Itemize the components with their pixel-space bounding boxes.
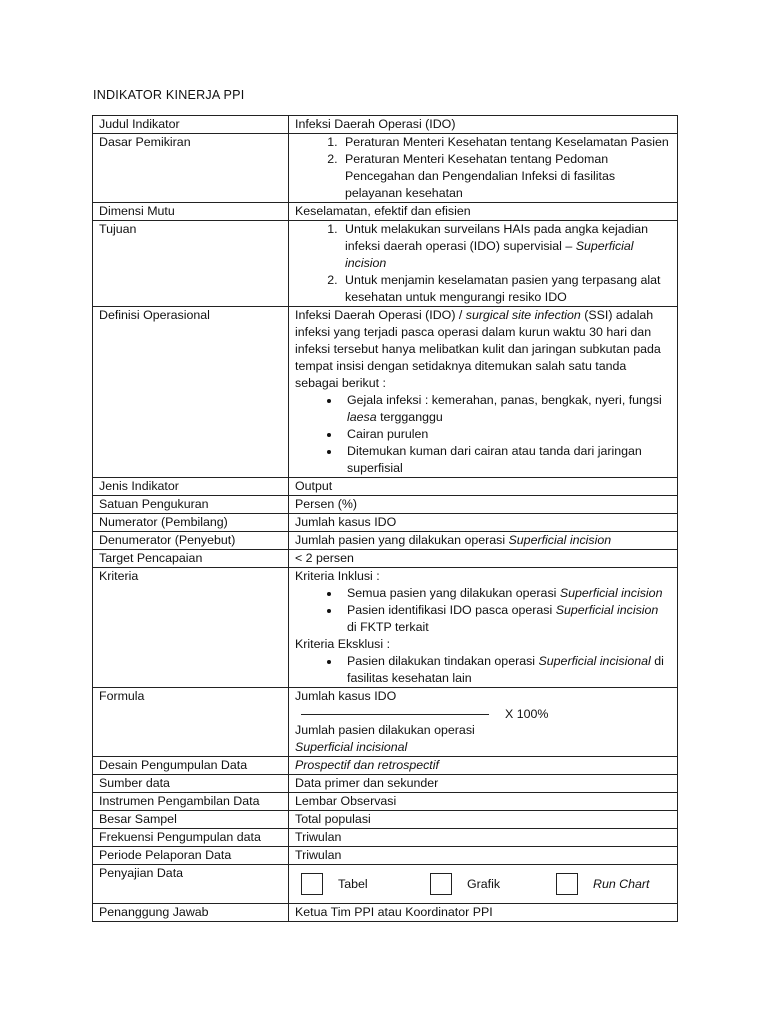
row-label: Desain Pengumpulan Data (93, 757, 289, 775)
list-item: • Cairan purulen (341, 426, 671, 443)
formula-numerator: Jumlah kasus IDO (295, 689, 397, 703)
indicator-table (92, 115, 678, 922)
row-label: Jenis Indikator (93, 478, 289, 496)
row-label: Tujuan (93, 221, 289, 307)
list-item: 2. Untuk menjamin keselamatan pasien yang terpasang alat kesehatan untuk mengurangi resiko IDO (341, 272, 671, 306)
run-chart-label: Run Chart (593, 876, 650, 891)
row-value: Infeksi Daerah Operasi (IDO) (289, 116, 678, 134)
table-row (93, 904, 678, 922)
italic-term: Superficial incisional (538, 654, 651, 668)
formula-multiplier: X 100% (505, 706, 549, 721)
row-label: Instrumen Pengambilan Data (93, 793, 289, 811)
row-value: Prospectif dan retrospectif (289, 757, 678, 775)
italic-term: Superficial incision (345, 239, 634, 270)
table-row (93, 568, 678, 688)
italic-term: Superficial incision (559, 586, 663, 600)
table-row (93, 847, 678, 865)
list-item (341, 392, 671, 426)
row-label: Penyajian Data (93, 865, 289, 904)
row-label: Judul Indikator (93, 116, 289, 134)
row-value (289, 865, 678, 904)
numbered-list (295, 134, 671, 202)
row-label: Dasar Pemikiran (93, 134, 289, 203)
grafik-label: Grafik (467, 876, 501, 891)
text-span: di FKTP terkait (347, 620, 429, 634)
italic-term: laesa (347, 410, 377, 424)
text-span: Pasien dilakukan tindakan operasi (347, 654, 539, 668)
table-row (93, 307, 678, 478)
table-row (93, 688, 678, 757)
grafik-checkbox[interactable] (430, 873, 452, 895)
table-row (93, 221, 678, 307)
run-chart-checkbox[interactable] (556, 873, 578, 895)
table-row (93, 496, 678, 514)
numbered-list (295, 221, 671, 306)
list-item: 2. Peraturan Menteri Kesehatan tentang Pedoman Pencegahan dan Pengendalian Infeksi di fasilitas pelayanan kesehatan (341, 151, 671, 202)
row-value (289, 532, 678, 550)
italic-term: Superficial incision (508, 533, 612, 547)
row-value: Total populasi (289, 811, 678, 829)
list-item: 1. Peraturan Menteri Kesehatan tentang Keselamatan Pasien (341, 134, 671, 151)
tabel-label: Tabel (338, 876, 368, 891)
row-label: Periode Pelaporan Data (93, 847, 289, 865)
row-value: Keselamatan, efektif dan efisien (289, 203, 678, 221)
table-row (93, 793, 678, 811)
list-item (341, 602, 671, 636)
tabel-checkbox[interactable] (301, 873, 323, 895)
table-row (93, 757, 678, 775)
row-value: Output (289, 478, 678, 496)
formula-denominator-term: Superficial incisional (295, 740, 408, 754)
table-row (93, 134, 678, 203)
row-value (289, 688, 678, 757)
table-row (93, 811, 678, 829)
row-label: Penanggung Jawab (93, 904, 289, 922)
row-value: Lembar Observasi (289, 793, 678, 811)
row-value: Triwulan (289, 829, 678, 847)
row-label: Sumber data (93, 775, 289, 793)
text-span: Infeksi Daerah Operasi (IDO) / (295, 308, 466, 322)
bullet-list (295, 585, 671, 636)
formula-denominator: Jumlah pasien dilakukan operasi (295, 723, 475, 737)
fraction-bar (301, 714, 489, 715)
row-value (289, 568, 678, 688)
text-span: Semua pasien yang dilakukan operasi (347, 586, 560, 600)
row-value: Data primer dan sekunder (289, 775, 678, 793)
row-label: Besar Sampel (93, 811, 289, 829)
table-row (93, 532, 678, 550)
row-label: Denumerator (Penyebut) (93, 532, 289, 550)
list-item (341, 585, 671, 602)
row-label: Dimensi Mutu (93, 203, 289, 221)
row-label: Satuan Pengukuran (93, 496, 289, 514)
row-value: Jumlah kasus IDO (289, 514, 678, 532)
italic-term: Superficial incision (555, 603, 659, 617)
text-span: Untuk melakukan surveilans HAIs pada angka kejadian infeksi daerah operasi (IDO) supervisial – (345, 222, 649, 253)
list-item (341, 653, 671, 687)
row-label: Kriteria (93, 568, 289, 688)
presentation-options (295, 865, 671, 903)
page-title: INDIKATOR KINERJA PPI (93, 88, 245, 102)
bullet-list (295, 653, 671, 687)
row-value: Triwulan (289, 847, 678, 865)
text-span: di fasilitas kesehatan lain (347, 654, 664, 685)
row-value: Persen (%) (289, 496, 678, 514)
formula-line (295, 707, 671, 721)
definition-paragraph (295, 307, 671, 392)
text-span: Jumlah pasien yang dilakukan operasi (295, 533, 509, 547)
row-label: Frekuensi Pengumpulan data (93, 829, 289, 847)
row-value (289, 134, 678, 203)
row-value (289, 221, 678, 307)
row-label: Numerator (Pembilang) (93, 514, 289, 532)
table-row (93, 865, 678, 904)
table-row (93, 478, 678, 496)
bullet-list (295, 392, 671, 477)
row-value (289, 307, 678, 478)
row-label: Target Pencapaian (93, 550, 289, 568)
list-item: • Ditemukan kuman dari cairan atau tanda dari jaringan superfisial (341, 443, 671, 477)
table-row (93, 550, 678, 568)
inclusion-title: Kriteria Inklusi : (295, 569, 380, 583)
row-value: Ketua Tim PPI atau Koordinator PPI (289, 904, 678, 922)
table-row (93, 203, 678, 221)
row-label: Formula (93, 688, 289, 757)
table-row (93, 829, 678, 847)
table-row (93, 514, 678, 532)
text-span: (SSI) adalah infeksi yang terjadi pasca operasi dalam kurun waktu 30 hari dan infeksi tersebut hanya melibatkan kulit dan jaringan subkutan pada tempat insisi dengan setidaknya ditemukan salah satu tanda sebagai berikut : (295, 308, 661, 390)
text-span: Pasien identifikasi IDO pasca operasi (347, 603, 556, 617)
italic-term: surgical site infection (465, 308, 581, 322)
row-label: Definisi Operasional (93, 307, 289, 478)
row-value: < 2 persen (289, 550, 678, 568)
text-span: tergganggu (376, 410, 443, 424)
table-row (93, 775, 678, 793)
exclusion-title: Kriteria Eksklusi : (295, 637, 391, 651)
list-item (341, 221, 671, 272)
table-row (93, 116, 678, 134)
text-span: Gejala infeksi : kemerahan, panas, bengkak, nyeri, fungsi (347, 393, 662, 407)
